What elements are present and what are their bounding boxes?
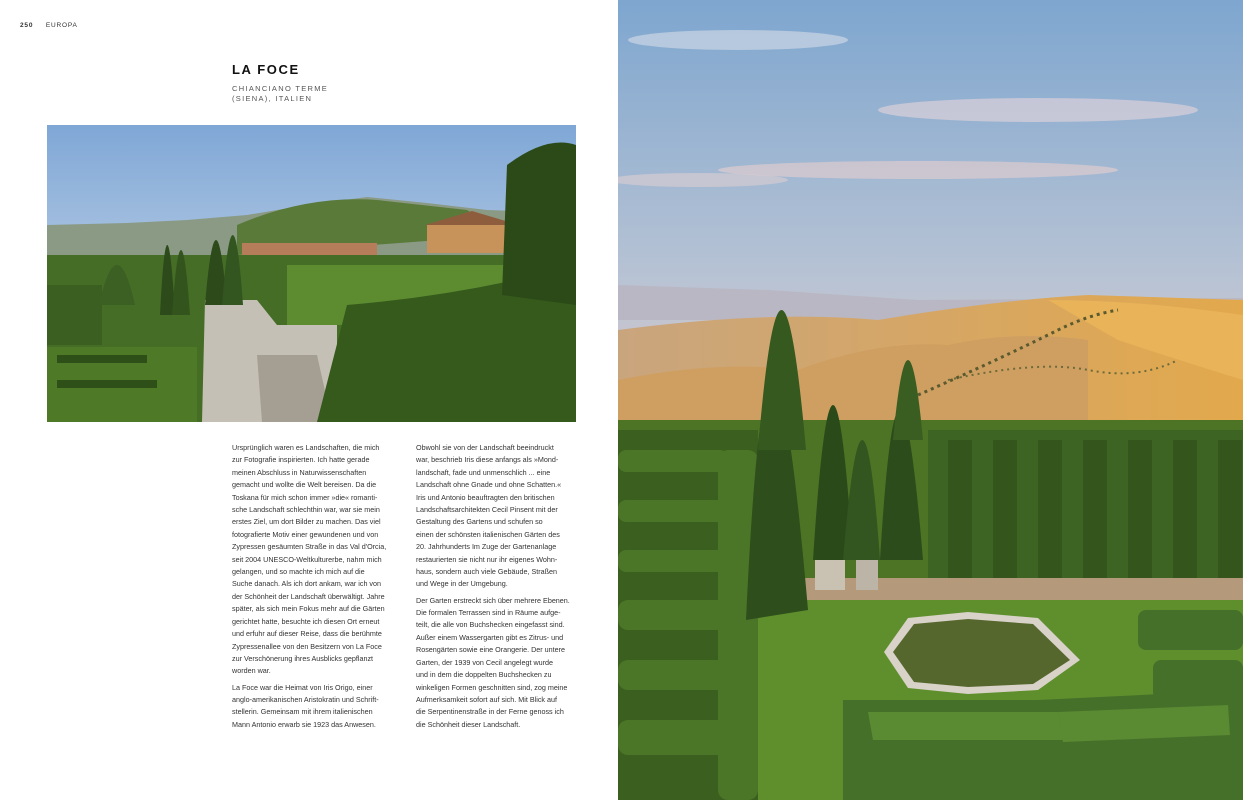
paragraph-2 [232,682,394,732]
text-line: der Schönheit der Landschaft überwältigt. Jahre [232,591,385,601]
text-line: sche Landschaft schlechthin war, war sie mein [232,505,380,515]
text-line: fotografierte Motiv einer gewundenen und von [232,529,379,539]
text-line: winkeligen Formen geschnitten sind, zog meine [416,682,568,692]
text-line: war, beschrieb Iris diese anfangs als »Mond- [416,455,559,465]
text-line: stellerin. Gemeinsam mit ihrem italienischen [232,707,373,717]
text-line: La Foce war die Heimat von Iris Origo, einer [232,682,373,692]
text-line: gerichtet hatte, besuchte ich diesen Ort erneut [232,616,380,626]
text-line: Der Garten erstreckt sich über mehrere Ebenen. [416,595,570,605]
text-line: Die formalen Terrassen sind in Räume aufge- [416,608,561,618]
text-line: zur Fotografie inspirierten. Ich hatte gerade [232,455,370,465]
text-line: Toskana für mich schon immer »die« romanti- [232,492,378,502]
section-label: EUROPA [45,22,78,29]
subtitle-line-1: CHIANCIANO TERME [232,84,329,93]
text-line: 20. Jahrhunderts Im Zuge der Gartenanlage [416,542,557,552]
text-line: später, als sich mein Fokus mehr auf die Gärten [232,604,385,614]
text-line: seit 2004 UNESCO-Weltkulturerbe, nahm mich [232,554,382,564]
text-line: Suche danach. Als ich dort ankam, war ich von [232,579,382,589]
text-line: einen der schönsten italienischen Gärten des [416,529,560,539]
text-line: Garten, der 1939 von Cecil angelegt wurde [416,657,554,667]
text-line: Landschaft ohne Gnade und ohne Schatten.« [416,480,562,490]
text-line: worden war. [232,666,271,676]
fullpage-garden-photo [618,0,1243,800]
paragraph-1 [232,442,394,678]
text-line: meinen Abschluss in Naturwissenschaften [232,467,367,477]
left-page [0,0,618,800]
text-line: anglo-amerikanischen Aristokratin und Schrift- [232,694,379,704]
text-line: Zypressen gesäumten Straße in das Val d'Orcia, [232,542,387,552]
text-line: Mann Antonio erwarb sie 1923 das Anwesen. [232,719,376,729]
text-line: Ursprünglich waren es Landschaften, die mich [232,443,380,452]
text-line: gemacht und wollte die Welt bereisen. Da die [232,480,377,490]
running-header [20,22,78,29]
paragraph-4 [416,595,578,731]
text-line: gelangen, und so machte ich mich auf die [232,567,365,577]
text-line: teilt, die alle von Buchshecken eingefasst sind. [416,620,565,630]
article-subtitle [232,84,392,104]
text-line: restaurierten sie nicht nur ihr eigenes Wohn- [416,554,558,564]
text-column-1 [232,442,394,735]
subtitle-line-2: (SIENA), ITALIEN [232,94,313,103]
text-line: die Schönheit dieser Landschaft. [416,719,521,729]
text-line: Aufmerksamkeit sofort auf sich. Mit Blick auf [416,694,557,704]
text-line: zur Verschönerung ihres Ausblicks gepflanzt [232,653,374,663]
page-number: 250 [20,22,34,29]
text-line: die Serpentinenstraße in der Ferne genoss ich [416,707,564,717]
text-line: und in dem die doppelten Buchshecken zu [416,670,552,680]
text-line: Zypressenallee von den Besitzern von La Foce [232,641,382,651]
text-line: Iris und Antonio beauftragten den britischen [416,492,555,502]
text-line: landschaft, fade und unmenschlich ... eine [416,467,551,477]
garden-overview-photo [47,125,576,422]
text-line: Außer einem Wassergarten gibt es Zitrus- und [416,632,564,642]
text-line: Obwohl sie von der Landschaft beeindruckt [416,443,554,452]
text-line: und Wege in der Umgebung. [416,579,508,589]
text-line: erstes Ziel, um dort Bilder zu machen. Das viel [232,517,381,527]
text-line: und erfuhr auf dieser Reise, dass die berühmte [232,629,382,639]
text-column-2 [416,442,578,735]
text-line: Landschaftsarchitekten Cecil Pinsent mit der [416,505,558,515]
text-line: Rosengärten sowie eine Orangerie. Der untere [416,645,566,655]
article-title: LA FOCE [232,62,300,77]
text-line: haus, sondern auch viele Gebäude, Straßen [416,567,558,577]
text-line: Gestaltung des Gartens und schufen so [416,517,543,527]
paragraph-3 [416,442,578,591]
